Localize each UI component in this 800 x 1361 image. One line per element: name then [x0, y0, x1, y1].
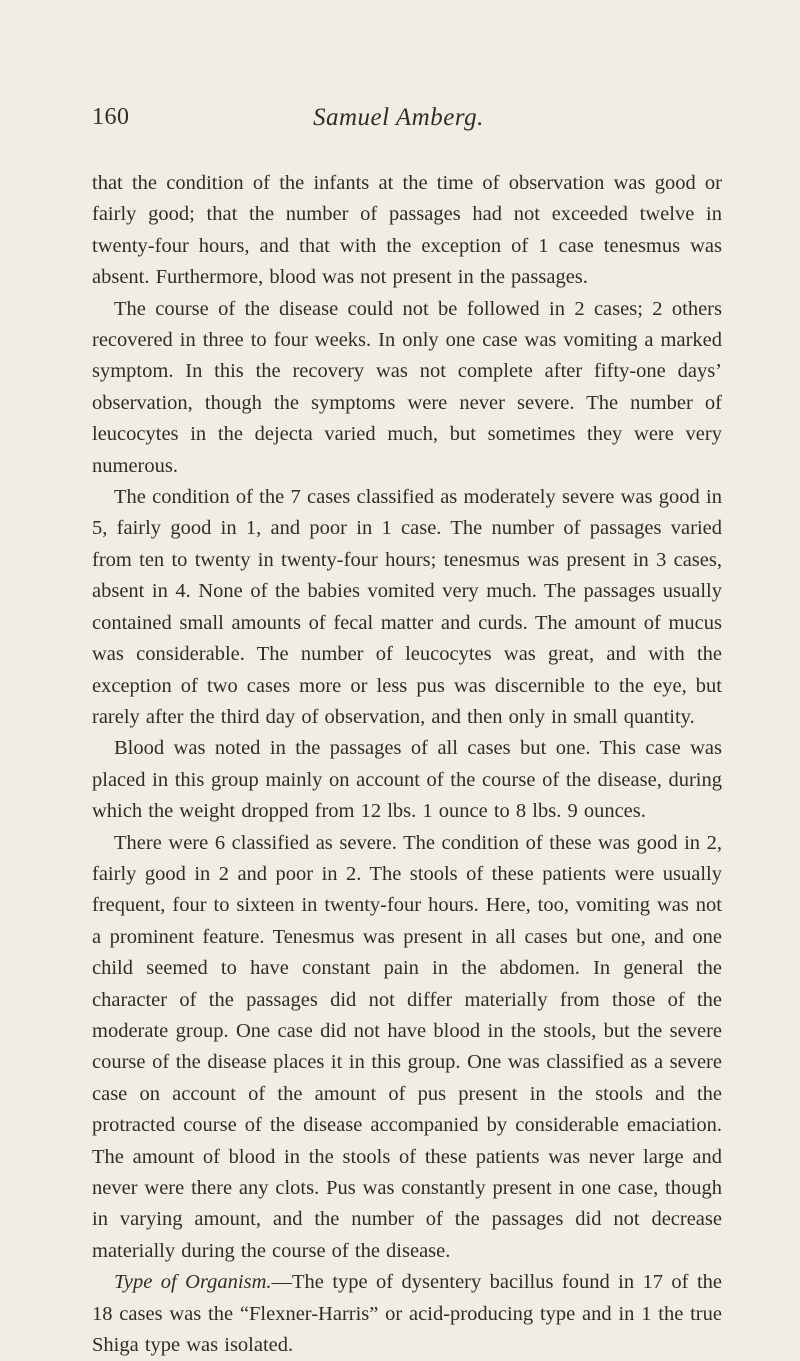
body-text: [92, 168, 722, 1361]
paragraph-5: There were 6 classified as severe. The condition of these was good in 2, fairly good in 2 and poor in 2. The stools of these patients were usually frequent, four to sixteen in twenty-four hours. Here, too, vomiting was not a prominent feature. Tenesmus was present in all cases but one, and one child seemed to have constant pain in the abdomen. In general the character of the passages did not differ materially from those of the moderate group. One case did not have blood in the stools, but the severe course of the disease places it in this group. One was classified as a severe case on account of the amount of pus present in the stools and the protracted course of the disease accompanied by considerable emaciation. The amount of blood in the stools of these patients was never large and never were there any clots. Pus was constantly present in one case, though in varying amount, and the number of the passages did not decrease materially during the course of the disease.: [92, 831, 722, 1262]
paragraph-1: that the condition of the infants at the time of observation was good or fairly good; that the number of passages had not exceeded twelve in twenty-four hours, and that with the exception of 1 case tenesmus was absent. Furthermore, blood was not present in the passages.: [92, 172, 722, 289]
running-head: Samuel Amberg.: [313, 104, 484, 131]
page-number: 160: [92, 104, 130, 130]
section-heading: Type of Organism.: [114, 1271, 272, 1294]
paragraph-6-text: —The type of dysentery bacillus found in 17 of the 18 cases was the “Flexner-Harris” or acid-producing type and in 1 the true Shiga type was isolated.: [92, 1271, 722, 1357]
paragraph-6: [92, 1267, 722, 1361]
paragraph-2: The course of the disease could not be followed in 2 cases; 2 others recovered in three to four weeks. In only one case was vomiting a marked symptom. In this the recovery was not complete after fifty-one days’ observation, though the symptoms were never severe. The number of leucocytes in the dejecta varied much, but sometimes they were very numerous.: [92, 297, 722, 477]
paragraph-3: The condition of the 7 cases classified as moderately severe was good in 5, fairly good in 1, and poor in 1 case. The number of passages varied from ten to twenty in twenty-four hours; tenesmus was present in 3 cases, absent in 4. None of the babies vomited very much. The passages usually contained small amounts of fecal matter and curds. The amount of mucus was considerable. The number of leucocytes was great, and with the exception of two cases more or less pus was discernible to the eye, but rarely after the third day of observation, and then only in small quantity.: [92, 486, 722, 728]
page-header: [92, 104, 732, 140]
paragraph-4: Blood was noted in the passages of all cases but one. This case was placed in this group mainly on account of the course of the disease, during which the weight dropped from 12 lbs. 1 ounce to 8 lbs. 9 ounces.: [92, 737, 722, 823]
